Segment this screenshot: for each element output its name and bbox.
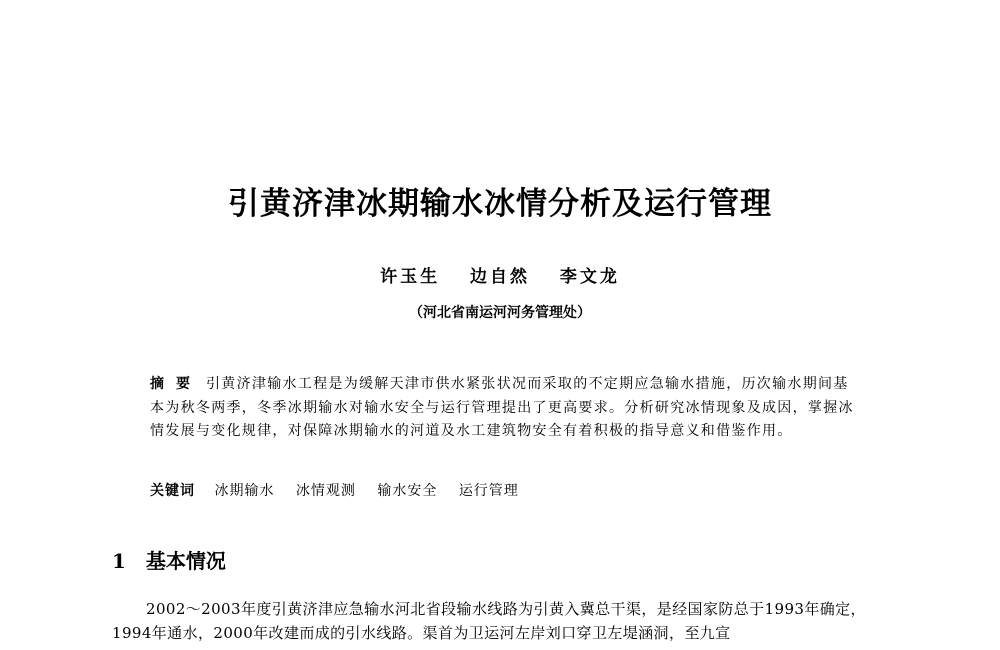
keywords-label: 关键词 [150, 483, 195, 499]
keyword: 运行管理 [458, 483, 519, 499]
abstract-label: 摘要 [150, 376, 202, 392]
keyword: 冰期输水 [214, 483, 275, 499]
section-heading [112, 545, 226, 574]
author-name: 许玉生 [380, 267, 441, 287]
author-name: 边自然 [470, 267, 530, 287]
paper-title: 引黄济津冰期输水冰情分析及运行管理 [228, 186, 772, 222]
section-title: 基本情况 [145, 549, 226, 573]
abstract-text: 引黄济津输水工程是为缓解天津市供水紧张状况而采取的不定期应急输水措施，历次输水期间基本为秋冬两季，冬季冰期输水对输水安全与运行管理提出了更高要求。分析研究冰情现象及成因，掌握冰情发展与变化规律，对保障冰期输水的河道及水工建筑物安全有着积极的指导意义和借鉴作用。 [150, 376, 854, 439]
author-name: 李文龙 [559, 267, 620, 287]
keyword: 输水安全 [377, 483, 438, 499]
body-paragraph: 2002～2003年度引黄济津应急输水河北省段输水线路为引黄入冀总干渠，是经国家防总于1993年确定，1994年通水，2000年改建而成的引水线路。渠首为卫运河左岸刘口穿卫左堤涵洞，至九宣 [112, 600, 866, 642]
keywords [150, 480, 535, 500]
abstract [150, 373, 855, 444]
section-number: 1 [112, 549, 126, 573]
keyword: 冰情观测 [295, 483, 356, 499]
author-affiliation: （河北省南运河河务管理处） [409, 305, 591, 321]
author-list [0, 262, 1000, 287]
